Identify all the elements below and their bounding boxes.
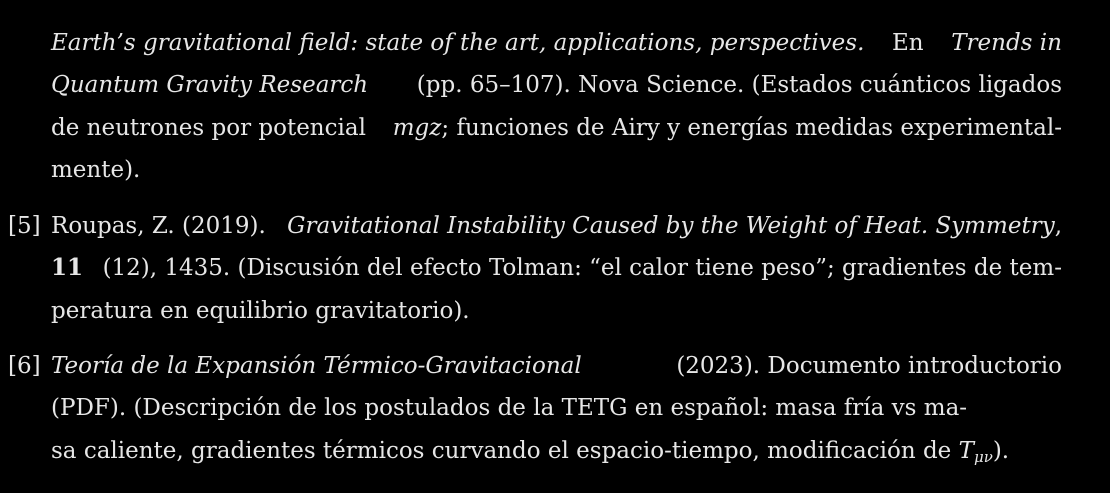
bib-entry-6-math-sub: μν bbox=[973, 448, 993, 466]
bib-entry-6-label: [6] bbox=[8, 353, 41, 379]
bib-entry-4-math: mgz bbox=[392, 115, 442, 141]
bib-entry-4-text-end: mente). bbox=[51, 157, 141, 183]
bib-entry-5-title: Gravitational Instability Caused by the Weight of Heat. Symmetry bbox=[287, 213, 1055, 239]
bib-entry-5-line-3 bbox=[51, 296, 470, 326]
bib-entry-5-line-1 bbox=[51, 211, 1062, 241]
bib-entry-4-book-part1: Trends in bbox=[951, 30, 1062, 56]
bib-entry-4-pages: (pp. 65–107). Nova Science. (Estados cuánticos ligados bbox=[416, 72, 1062, 98]
bib-entry-6-math-t: T bbox=[958, 438, 974, 464]
bib-entry-4-title: Earth’s gravitational field: state of the art, applications, perspectives. bbox=[51, 30, 865, 56]
bib-entry-4-text-b: ; funciones de Airy y energías medidas experimental- bbox=[441, 115, 1062, 141]
bib-entry-5-comma: , bbox=[1054, 213, 1062, 239]
bib-entry-4-en: En bbox=[892, 30, 924, 56]
bib-entry-5-author: Roupas, Z. (2019). bbox=[51, 213, 266, 239]
bib-entry-6-text-c: ). bbox=[992, 438, 1010, 464]
bib-entry-6-text-a: (PDF). (Descripción de los postulados de la TETG en español: masa fría vs ma- bbox=[51, 395, 968, 421]
bib-entry-6-line-3 bbox=[51, 436, 1009, 466]
bib-entry-6-year: (2023). Documento introductorio bbox=[676, 353, 1062, 379]
bib-entry-4-line-4 bbox=[51, 155, 140, 185]
bib-entry-5-volume: 11 bbox=[51, 254, 84, 281]
bib-entry-6-text-b: sa caliente, gradientes térmicos curvando el espacio-tiempo, modificación de bbox=[51, 438, 952, 464]
bib-entry-6-title: Teoría de la Expansión Térmico-Gravitacional bbox=[51, 353, 582, 379]
bib-entry-5-issue: (12), 1435. (Discusión del efecto Tolman: “el calor tiene peso”; gradientes de tem- bbox=[102, 255, 1062, 281]
bib-entry-4-book-part2: Quantum Gravity Research bbox=[51, 72, 369, 98]
bib-entry-5-text-end: peratura en equilibrio gravitatorio). bbox=[51, 298, 470, 324]
bib-entry-6-line-1 bbox=[51, 351, 1062, 381]
bib-entry-5-label: [5] bbox=[8, 213, 41, 239]
bib-entry-6-line-2 bbox=[51, 393, 967, 423]
bib-entry-5-line-2 bbox=[51, 253, 1062, 283]
bib-entry-4-line-2 bbox=[51, 70, 1062, 100]
bib-entry-4-line-3 bbox=[51, 113, 1062, 143]
bib-entry-4-text-a: de neutrones por potencial bbox=[51, 115, 366, 141]
bib-entry-4-line-1 bbox=[51, 28, 1062, 58]
